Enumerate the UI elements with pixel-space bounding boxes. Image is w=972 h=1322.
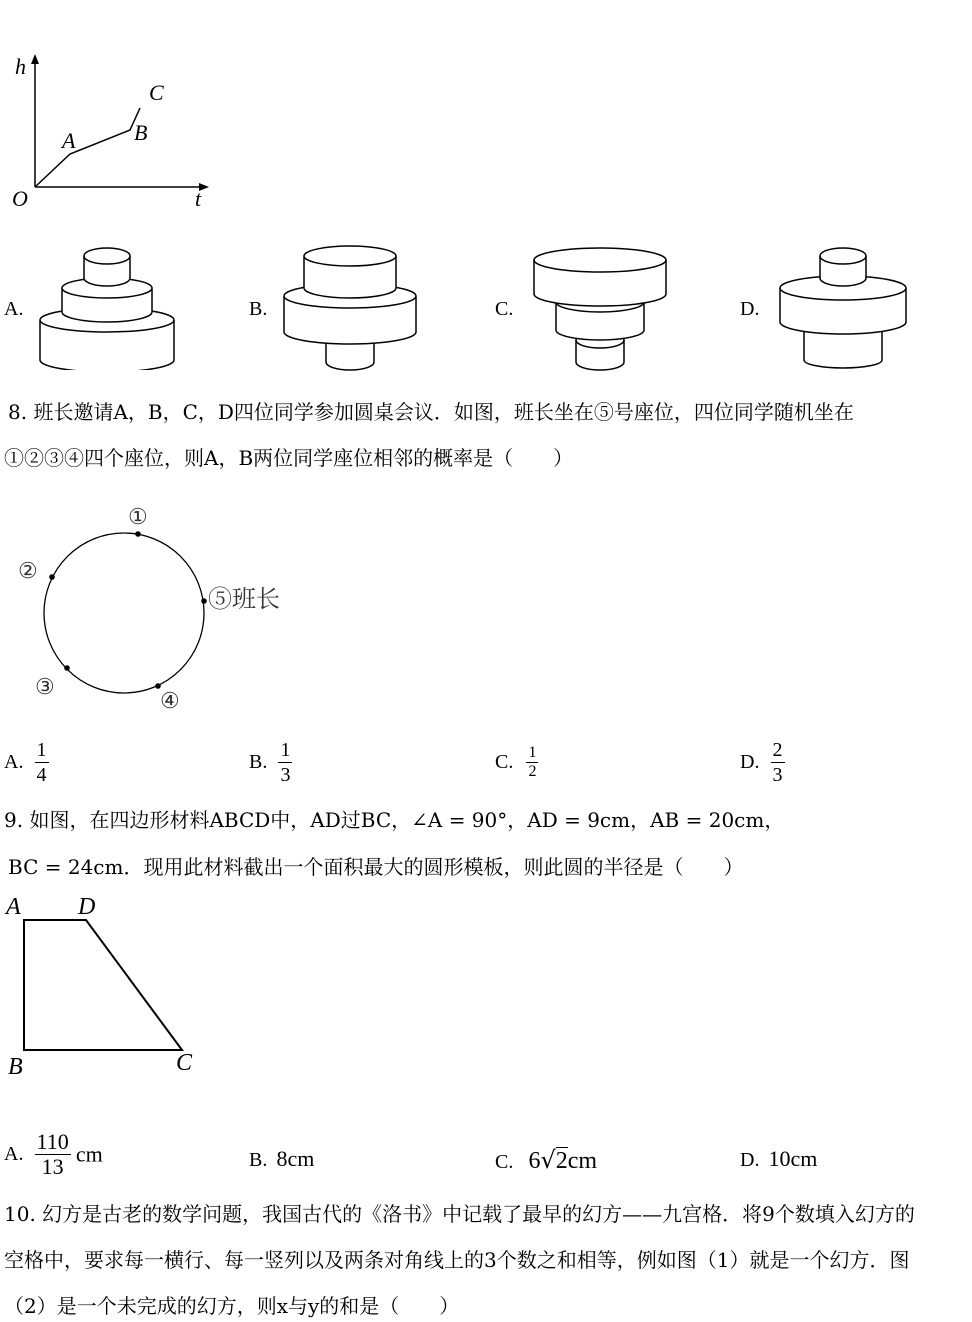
origin-label: O	[12, 186, 28, 211]
q8-question-line-1: 8. 班长邀请A，B，C，D四位同学参加圆桌会议．如图，班长坐在⑤号座位，四位同学随机坐在	[8, 400, 854, 424]
vertex-b-label: B	[8, 1054, 23, 1080]
seat-5-dot	[201, 598, 207, 604]
q9-option-a[interactable]	[4, 1130, 103, 1179]
q9-option-b[interactable]	[249, 1146, 314, 1172]
seat-5-label: ⑤班长	[208, 587, 280, 613]
q9-option-d-value: 10cm	[768, 1146, 818, 1171]
q8-option-d-letter: D.	[740, 751, 760, 773]
q7-option-d-figure	[776, 242, 910, 372]
q10-question-line-2: 空格中，要求每一横行、每一竖列以及两条对角线上的3个数之和相等，例如图（1）就是一个幻方．图	[4, 1248, 910, 1272]
q7-option-c-figure	[530, 244, 670, 372]
q9-question-line-1: 9. 如图，在四边形材料ABCD中，AD过BC，∠A = 90°，AD = 9cm，AB = 20cm，	[4, 808, 785, 832]
q9-option-c-radicand: 2	[555, 1148, 568, 1174]
q9-option-b-value: 8cm	[276, 1146, 315, 1171]
vertex-d-label: D	[78, 894, 96, 920]
vertex-a-label: A	[6, 894, 21, 920]
point-b-label: B	[134, 120, 148, 145]
seat-1-label: ①	[128, 504, 148, 529]
q9-option-d[interactable]	[740, 1146, 817, 1172]
q10-question-line-3: （2）是一个未完成的幻方，则x与y的和是（ ）	[4, 1294, 460, 1318]
q7-option-a-figure	[36, 240, 178, 370]
graph-line	[35, 108, 140, 187]
y-axis-arrow	[31, 54, 39, 64]
h-t-graph	[0, 50, 230, 215]
q9-option-c[interactable]	[495, 1146, 597, 1175]
q8-option-a-fraction: $\frac{1}{4}$	[36, 739, 47, 786]
y-axis-label: h	[15, 54, 26, 79]
q9-option-a-unit: cm	[75, 1141, 103, 1167]
point-a-label: A	[62, 128, 76, 153]
q9-question-line-2: BC = 24cm．现用此材料截出一个面积最大的圆形模板，则此圆的半径是（ ）	[8, 855, 744, 879]
q8-option-d[interactable]	[740, 738, 785, 787]
q8-option-b[interactable]	[249, 738, 292, 787]
q9-option-a-fraction: $\frac{110}{13}$	[36, 1129, 69, 1179]
q8-option-b-fraction: $\frac{1}{3}$	[280, 739, 291, 786]
seat-2-label: ②	[18, 558, 38, 583]
seat-1-dot	[135, 531, 141, 537]
q9-option-c-unit: cm	[567, 1148, 598, 1174]
q7-option-d-label: D.	[740, 298, 760, 320]
q8-option-c-letter: C.	[495, 751, 514, 773]
q7-option-b-figure	[280, 244, 420, 372]
q8-option-d-fraction: $\frac{2}{3}$	[772, 739, 783, 786]
trapezoid-figure	[0, 890, 210, 1080]
round-table-figure	[10, 500, 300, 720]
point-c-label: C	[149, 80, 164, 105]
q8-option-a-letter: A.	[4, 751, 24, 773]
q7-option-a-label: A.	[4, 298, 24, 320]
q8-option-c-fraction: $\frac{1}{2}$	[528, 744, 537, 780]
q8-option-c[interactable]	[495, 744, 538, 781]
q9-option-a-letter: A.	[4, 1143, 24, 1165]
q8-option-a[interactable]	[4, 738, 49, 787]
q8-question-line-2: ①②③④四个座位，则A，B两位同学座位相邻的概率是（ ）	[4, 446, 574, 470]
q9-option-b-letter: B.	[249, 1149, 268, 1171]
q7-option-b-label: B.	[249, 298, 268, 320]
vertex-c-label: C	[176, 1050, 193, 1076]
sqrt-icon: √	[540, 1146, 556, 1174]
q10-question-line-1: 10. 幻方是古老的数学问题，我国古代的《洛书》中记载了最早的幻方——九宫格．将9个数填入幻方的	[4, 1202, 915, 1226]
seat-3-dot	[64, 665, 70, 671]
seat-2-dot	[49, 574, 55, 580]
q7-option-c-label: C.	[495, 298, 514, 320]
seat-3-label: ③	[35, 674, 55, 699]
q9-option-d-letter: D.	[740, 1149, 760, 1171]
q9-option-c-coef: 6	[528, 1148, 541, 1174]
q9-option-c-letter: C.	[495, 1151, 514, 1173]
q8-option-b-letter: B.	[249, 751, 268, 773]
x-axis-label: t	[195, 186, 202, 211]
seat-4-label: ④	[160, 688, 180, 713]
